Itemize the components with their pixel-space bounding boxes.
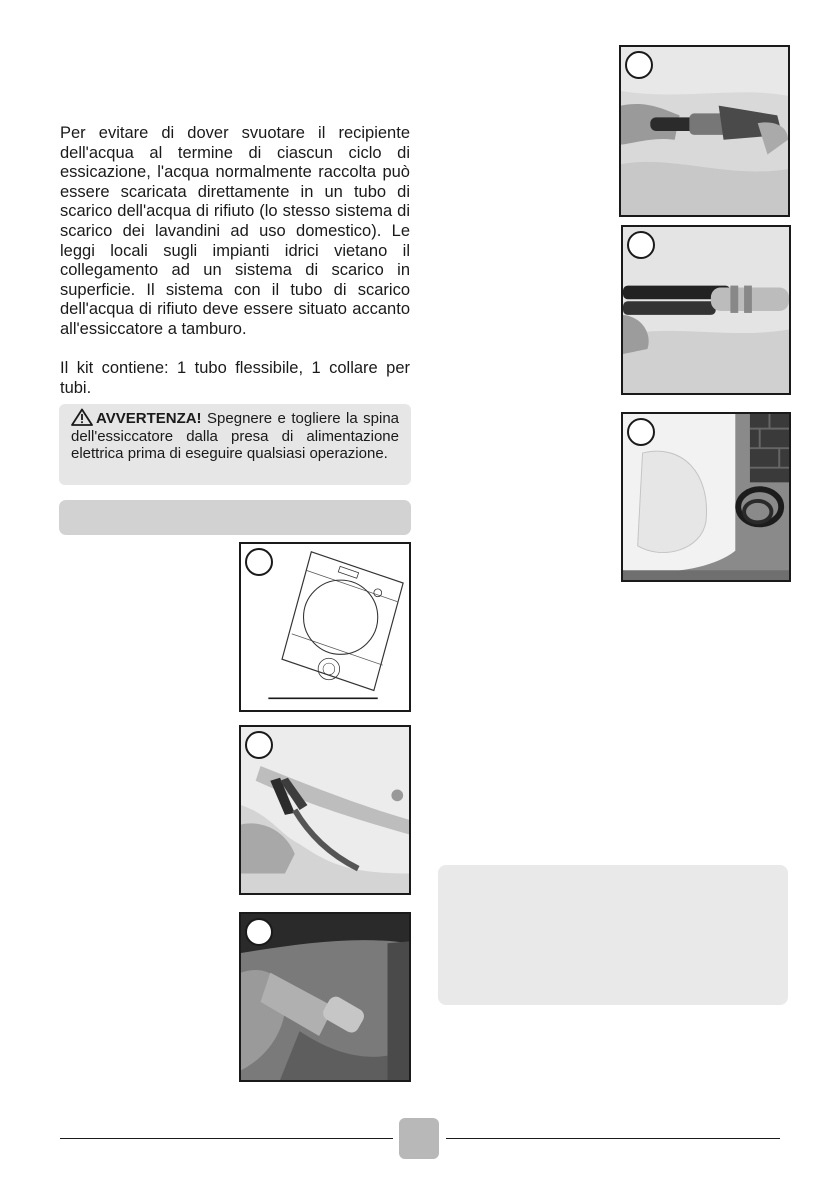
step-number-marker bbox=[625, 51, 653, 79]
figure-hose-collar bbox=[621, 225, 791, 395]
warning-text: Spegnere e togliere la spina dell'essiccatore dalla presa di alimentazione elettrica prima di eseguire qualsiasi operazione. bbox=[71, 410, 400, 463]
section-heading-bar bbox=[59, 500, 411, 535]
figure-clamp-fitting bbox=[619, 45, 790, 217]
step-number-marker bbox=[245, 918, 273, 946]
kit-contents-paragraph: Il kit contiene: 1 tubo flessibile, 1 collare per tubi. bbox=[60, 359, 410, 397]
step-number-marker bbox=[627, 418, 655, 446]
page-number-tab bbox=[399, 1118, 439, 1159]
step-number-marker bbox=[245, 731, 273, 759]
footer-rule-left bbox=[60, 1138, 393, 1139]
warning-label: AVVERTENZA! bbox=[96, 410, 202, 427]
step-number-marker bbox=[245, 548, 273, 576]
step-number-marker bbox=[627, 231, 655, 259]
intro-paragraph: Per evitare di dover svuotare il recipiente dell'acqua al termine di ciascun ciclo di essicazione, l'acqua normalmente raccolta può essere scaricata direttamente in un tubo di scarico dell'acqua di rifiuto (lo stesso sistema di scarico dei lavandini ad uso domestico). Le leggi locali sugli impianti idrici vietano il collegamento ad un sistema di scarico in superficie. Il sistema con il tubo di scarico dell'acqua di rifiuto deve essere situato accanto all'essiccatore a tamburo. bbox=[60, 124, 410, 338]
figure-clamp-removal bbox=[239, 725, 411, 895]
figure-hose-nozzle bbox=[239, 912, 411, 1082]
figure-hose-routed bbox=[621, 412, 791, 582]
footer-rule-right bbox=[446, 1138, 780, 1139]
note-box bbox=[438, 865, 788, 1005]
warning-box bbox=[59, 404, 411, 485]
warning-triangle-icon bbox=[71, 408, 93, 426]
figure-dryer-front bbox=[239, 542, 411, 712]
